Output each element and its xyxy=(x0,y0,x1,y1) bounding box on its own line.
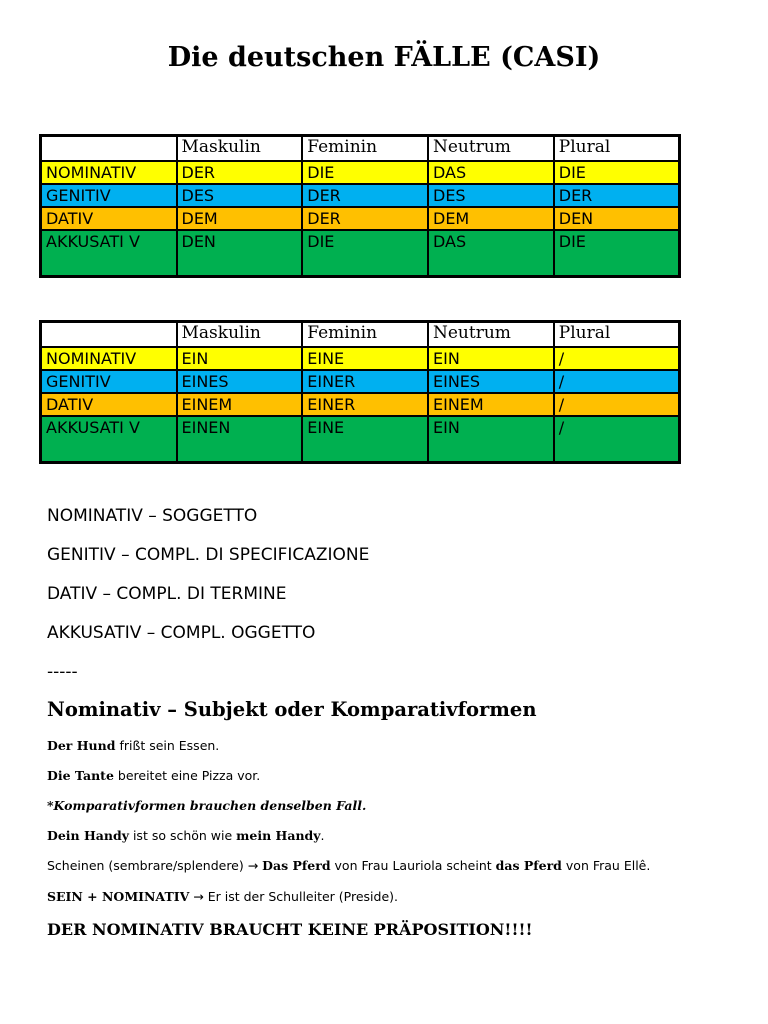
table-cell: EINEN xyxy=(177,416,303,462)
translation-line: GENITIV – COMPL. DI SPECIFICAZIONE xyxy=(47,545,370,565)
header-cell-maskulin: Maskulin xyxy=(177,322,303,348)
comparative-note-text: *Komparativformen brauchen denselben Fall. xyxy=(47,798,367,813)
table-cell: DES xyxy=(177,184,303,207)
table-row-akkusativ xyxy=(41,230,680,276)
table-cell: DER xyxy=(177,161,303,184)
case-label: DATIV xyxy=(41,207,177,230)
example-text: → Er ist der Schulleiter (Preside). xyxy=(189,889,399,904)
table-row-dativ xyxy=(41,207,680,230)
header-cell-feminin: Feminin xyxy=(302,322,428,348)
table-cell: DIE xyxy=(554,230,680,276)
table-cell: EIN xyxy=(177,347,303,370)
table-row-genitiv xyxy=(41,184,680,207)
example-text: Scheinen (sembrare/splendere) → xyxy=(47,858,263,873)
header-cell-plural: Plural xyxy=(554,322,680,348)
table-cell: EINES xyxy=(177,370,303,393)
comparative-note xyxy=(47,798,366,813)
page-title: Die deutschen FÄLLE (CASI) xyxy=(167,42,601,73)
example-subject: Der Hund xyxy=(47,738,116,753)
example-text: frißt sein Essen. xyxy=(115,738,220,753)
table-cell: EINER xyxy=(302,393,428,416)
table-cell: DER xyxy=(302,184,428,207)
table-row-nominativ xyxy=(41,161,680,184)
table-cell: DAS xyxy=(428,161,554,184)
indefinite-article-table xyxy=(39,320,681,464)
example-subject: SEIN + NOMINATIV xyxy=(47,889,190,904)
case-label: GENITIV xyxy=(41,370,177,393)
table-cell: EIN xyxy=(428,347,554,370)
table-row-nominativ xyxy=(41,347,680,370)
case-label: AKKUSATI V xyxy=(41,416,177,462)
table-cell: EINEM xyxy=(428,393,554,416)
separator-line: ----- xyxy=(47,662,78,682)
table-cell: EIN xyxy=(428,416,554,462)
example-sentence xyxy=(47,828,325,843)
table-row-dativ xyxy=(41,393,680,416)
example-text: . xyxy=(320,828,325,843)
table-cell: DIE xyxy=(302,161,428,184)
table-cell: EINE xyxy=(302,416,428,462)
table-cell: DEN xyxy=(554,207,680,230)
example-sentence xyxy=(47,738,219,753)
header-cell-maskulin: Maskulin xyxy=(177,136,303,162)
example-text: von Frau Ellê. xyxy=(561,858,651,873)
table-cell: DER xyxy=(302,207,428,230)
table-cell: DEN xyxy=(177,230,303,276)
table-cell: / xyxy=(554,393,680,416)
table-header-row xyxy=(41,322,680,348)
table-cell: DEM xyxy=(177,207,303,230)
table-cell: DIE xyxy=(302,230,428,276)
translation-line: NOMINATIV – SOGGETTO xyxy=(47,506,258,526)
header-cell-empty xyxy=(41,322,177,348)
table-cell: DES xyxy=(428,184,554,207)
example-sentence xyxy=(47,889,398,904)
table-cell: DAS xyxy=(428,230,554,276)
header-cell-neutrum: Neutrum xyxy=(428,136,554,162)
example-subject: Das Pferd xyxy=(262,858,331,873)
header-cell-empty xyxy=(41,136,177,162)
example-sentence xyxy=(47,858,650,873)
example-text: ist so schön wie xyxy=(128,828,237,843)
table-cell: DEM xyxy=(428,207,554,230)
table-cell: EINER xyxy=(302,370,428,393)
case-label: NOMINATIV xyxy=(41,347,177,370)
example-text: bereitet eine Pizza vor. xyxy=(113,768,261,783)
case-label: GENITIV xyxy=(41,184,177,207)
example-sentence xyxy=(47,768,260,783)
translation-line: AKKUSATIV – COMPL. OGGETTO xyxy=(47,623,316,643)
example-subject: das Pferd xyxy=(495,858,562,873)
example-subject: Dein Handy xyxy=(47,828,129,843)
header-cell-plural: Plural xyxy=(554,136,680,162)
table-cell: EINE xyxy=(302,347,428,370)
table-cell: EINES xyxy=(428,370,554,393)
table-cell: DER xyxy=(554,184,680,207)
table-cell: / xyxy=(554,370,680,393)
table-cell: DIE xyxy=(554,161,680,184)
table-cell: / xyxy=(554,347,680,370)
case-label: DATIV xyxy=(41,393,177,416)
case-label: AKKUSATI V xyxy=(41,230,177,276)
section-heading: Nominativ – Subjekt oder Komparativformen xyxy=(47,698,537,721)
header-cell-neutrum: Neutrum xyxy=(428,322,554,348)
final-statement: DER NOMINATIV BRAUCHT KEINE PRÄPOSITION!!!! xyxy=(47,920,533,939)
definite-article-table xyxy=(39,134,681,278)
example-text: von Frau Lauriola scheint xyxy=(330,858,496,873)
example-subject: Die Tante xyxy=(47,768,114,783)
table-cell: / xyxy=(554,416,680,462)
table-row-akkusativ xyxy=(41,416,680,462)
table-row-genitiv xyxy=(41,370,680,393)
case-translation-list xyxy=(47,504,747,699)
case-label: NOMINATIV xyxy=(41,161,177,184)
header-cell-feminin: Feminin xyxy=(302,136,428,162)
table-header-row xyxy=(41,136,680,162)
example-subject: mein Handy xyxy=(236,828,321,843)
table-cell: EINEM xyxy=(177,393,303,416)
translation-line: DATIV – COMPL. DI TERMINE xyxy=(47,584,287,604)
